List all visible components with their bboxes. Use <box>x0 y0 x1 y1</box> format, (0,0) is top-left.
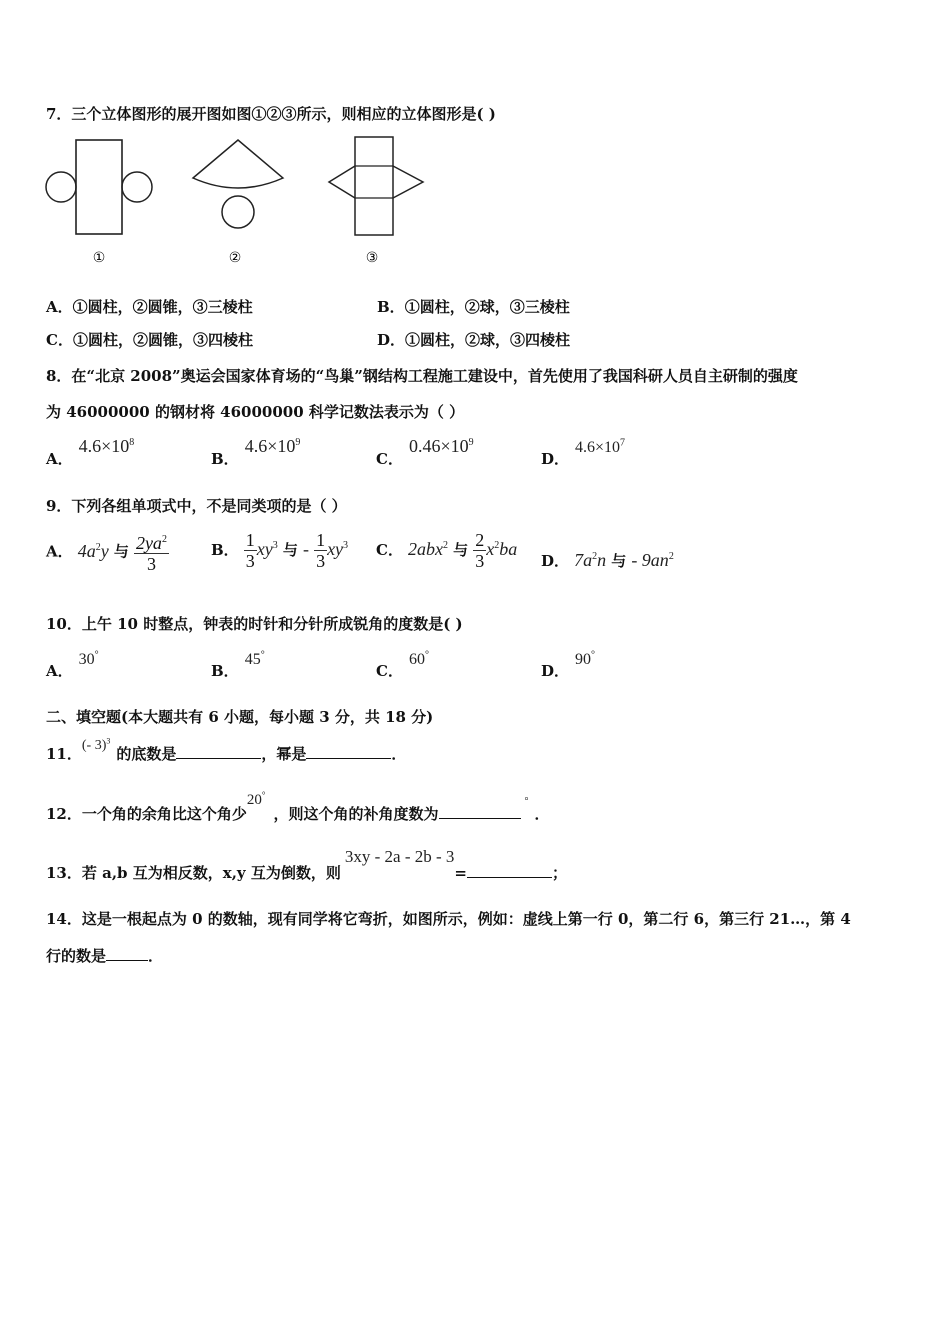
q7-figures <box>42 132 432 272</box>
q10-option-a[interactable]: A．30° <box>46 649 99 680</box>
q13-blank[interactable] <box>467 863 552 878</box>
q8-option-a[interactable]: A．$4.6\times 10^8$ <box>46 436 135 468</box>
q8-stem-line1: 8．在“北京 2008”奥运会国家体育场的“鸟巢”钢结构工程施工建设中，首先使用了我国科研人员自主研制的强度 <box>46 367 798 385</box>
q10-option-c[interactable]: C．60° <box>376 649 429 680</box>
fig-label-2: ② <box>228 250 242 266</box>
q9-option-d[interactable]: D． $7a^2n$ 与 - $9an^2$ <box>541 550 674 570</box>
q9-option-b[interactable]: B． $\frac{1}{3}$ $xy^3$ 与 - $\frac{1}{3}$ $xy^3$ <box>211 530 349 571</box>
q9-stem: 9．下列各组单项式中，不是同类项的是（ ） <box>46 497 347 515</box>
q10-option-d[interactable]: D．90° <box>541 649 596 680</box>
net-sector-figure <box>193 140 283 228</box>
q11: 11．(- 3)$^3$的底数是 ，幂是 ． <box>46 736 407 763</box>
q9-option-c[interactable]: C． 2abx$^2$ 与 $\frac{2}{3}$ $x^2ba$ <box>376 530 518 571</box>
q7-stem: 7．三个立体图形的展开图如图①②③所示，则相应的立体图形是( ) <box>46 105 496 123</box>
fig-label-1: ① <box>92 250 106 266</box>
q14-blank[interactable] <box>106 946 148 961</box>
q13: 13．若 a,b 互为相反数，x,y 互为倒数，则3xy - 2a - 2b - 3= ； <box>46 847 567 882</box>
fig-label-3: ③ <box>365 250 379 266</box>
q11-blank-power[interactable] <box>306 744 391 759</box>
q8-option-d[interactable]: D．$4.6\times 10^7$ <box>541 437 626 468</box>
q8-stem-line2: 为 46000000 的钢材将 46000000 科学记数法表示为（ ） <box>46 403 465 421</box>
net-prism-figure <box>329 137 423 235</box>
section2-title: 二、填空题(本大题共有 6 小题，每小题 3 分，共 18 分) <box>46 708 434 726</box>
q7-option-d[interactable]: D．①圆柱，②球，③四棱柱 <box>377 331 571 349</box>
q14-line2: 行的数是 ． <box>46 947 164 965</box>
q12: 12．一个角的余角比这个角少20°，则这个角的补角度数为°． <box>46 790 550 823</box>
q10-option-b[interactable]: B．45° <box>211 649 265 680</box>
q11-blank-base[interactable] <box>176 744 261 759</box>
q12-blank[interactable] <box>439 804 521 819</box>
q10-stem: 10．上午 10 时整点，钟表的时针和分针所成锐角的度数是( ) <box>46 615 463 633</box>
q14-line1: 14．这是一根起点为 0 的数轴，现有同学将它弯折，如图所示，例如：虚线上第一行 0，第二行 6，第三行 21…，第 4 <box>46 910 851 928</box>
q8-option-c[interactable]: C．$0.46\times 10^9$ <box>376 436 474 468</box>
q7-option-a[interactable]: A．①圆柱，②圆锥，③三棱柱 <box>46 298 253 316</box>
q7-option-c[interactable]: C．①圆柱，②圆锥，③四棱柱 <box>46 331 253 349</box>
q9-option-a[interactable]: A． $4a^2y$ 与 $\frac{2ya^2}{3}$ <box>46 530 169 574</box>
net-cylinder-figure <box>46 140 152 234</box>
q8-option-b[interactable]: B．$4.6\times 10^9$ <box>211 436 301 468</box>
q7-option-b[interactable]: B．①圆柱，②球，③三棱柱 <box>377 298 570 316</box>
